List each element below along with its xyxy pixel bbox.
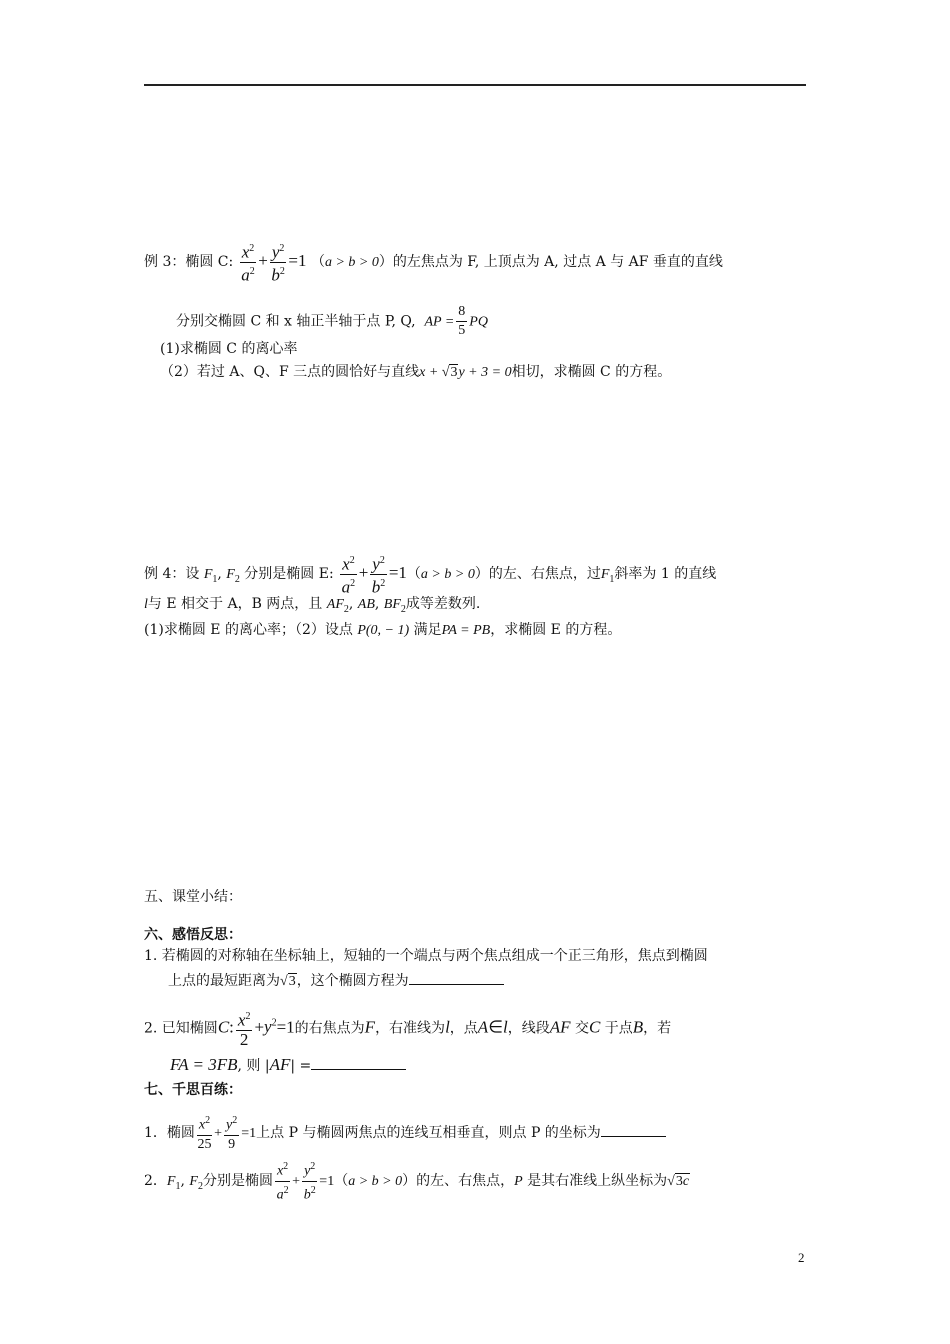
ex4-l: l <box>144 597 148 612</box>
sec6-item2-a: 2. 已知椭圆 <box>144 1020 218 1037</box>
ex4-line2-b: 与 E 相交于 A，B 两点，且 <box>147 596 323 612</box>
sec6-item2-line2 <box>170 1055 406 1076</box>
ex4-label: 例 4：设 <box>144 566 200 583</box>
sec6-item2-h: ，若 <box>643 1020 672 1037</box>
sec6-item1-a: 1. 若椭圆的对称轴在坐标轴上，短轴的一个端点与两个焦点组成一个正三角形，焦点到椭圆 <box>144 948 708 964</box>
ex3-pq: PQ <box>469 314 488 330</box>
ex3-label: 例 3： <box>144 254 186 271</box>
ex4-pa-pb: PA = PB <box>441 623 491 638</box>
sqrt3-icon: √3 <box>441 365 458 380</box>
ex3-cond-open: （ <box>310 254 325 271</box>
ex3-q2-b: 相切，求椭圆 C 的方程。 <box>511 364 672 380</box>
ex4-text-c: 斜率为 1 的直线 <box>614 566 717 583</box>
sec6-item2-g: 于点 <box>604 1020 633 1037</box>
sec5-title: 五、课堂小结： <box>144 889 242 905</box>
sec7-item2-c: （ <box>334 1173 349 1190</box>
ex3-frac-den: 5 <box>458 323 466 338</box>
answer-blank[interactable] <box>311 1055 406 1070</box>
ex3-q1: (1)求椭圆 C 的离心率 <box>160 341 298 357</box>
sec7-cond: a > b > 0 <box>348 1174 403 1190</box>
sec6-item1-b <box>168 970 504 992</box>
sec6-item2-d: ，点 <box>449 1020 478 1037</box>
ex4-q1c: ，求椭圆 E 的方程。 <box>490 622 622 638</box>
sec7-item1-a: 1．椭圆 <box>144 1124 195 1141</box>
ex3-line1: 例 3：椭圆 C: $\frac{x^2}{a^2}$ + $\frac{y^2}{b^2}$ =1 （a > b > 0）的左焦点为 F, 上顶点为 A, 过点 A 与 AF 垂直的直线 <box>144 240 723 284</box>
ex3-frac-num: 8 <box>456 303 467 322</box>
sec7-frac-y2: $\frac{y^2}{b^2}$ <box>302 1158 317 1204</box>
sec7-item1-b: 上点 P 与椭圆两焦点的连线互相垂直，则点 P 的坐标为 <box>256 1124 601 1141</box>
sec7-item1: 1．椭圆 $\frac{x^2}{25}$ + $\frac{y^2}{9}$ =1上点 P 与椭圆两焦点的连线互相垂直，则点 P 的坐标为 <box>144 1112 666 1154</box>
sec6-item1-c: ，这个椭圆方程为 <box>296 973 409 989</box>
sec6-item2: 2. 已知椭圆C: $\frac{x^2}{2}$ $+y^2=1$的右焦点为F，右准线为l，点A∈l，线段AF 交C 于点B，若 <box>144 1008 671 1049</box>
answer-blank[interactable] <box>601 1122 666 1137</box>
ex4-line2: l与 E 相交于 A，B 两点，且 $AF_2$, AB, $BF_2$成等差数列. <box>144 596 481 615</box>
ex3-cond: a > b > 0 <box>324 255 379 271</box>
sec7-title: 七、千思百练： <box>144 1082 242 1098</box>
ex4-text-b: 的左、右焦点，过 <box>488 566 601 583</box>
sec7-item2: 2．$F_1$, $F_2$分别是椭圆 $\frac{x^2}{a^2}$ + $\frac{y^2}{b^2}$ =1（a > b > 0）的左、右焦点，P 是其右准线上纵坐标为√3c <box>144 1158 690 1204</box>
ex3-line2-text: 分别交椭圆 C 和 x 轴正半轴于点 P, Q, <box>176 313 416 330</box>
ex4-frac-y: $\frac{y^2}{b^2}$ <box>370 552 387 596</box>
sec7-item2-b: 分别是椭圆 <box>202 1173 273 1190</box>
ex3-q2-line: x + <box>419 365 442 380</box>
sec6-af: AF <box>269 1055 291 1074</box>
sec6-frac-x: $\frac{x^2}{2}$ <box>236 1008 253 1049</box>
sec7-item2-a: 2． <box>144 1173 167 1190</box>
header-rule <box>144 84 806 86</box>
ex3-q2 <box>160 362 671 383</box>
ex4-q1: (1)求椭圆 E 的离心率；（2）设点 <box>144 622 353 638</box>
sqrt3c-icon: √3c <box>667 1174 690 1190</box>
sec7-frac-x2: $\frac{x^2}{a^2}$ <box>275 1158 290 1204</box>
sec7-frac-x: $\frac{x^2}{25}$ <box>197 1112 212 1154</box>
ex3-frac-85 <box>456 303 467 340</box>
ex3-frac-x: $\frac{x^2}{a^2}$ <box>240 240 257 284</box>
sec7-item2-d: ）的左、右焦点， <box>402 1173 515 1190</box>
ex3-ap: AP = <box>424 314 455 330</box>
ex4-line2-c: 成等差数列. <box>405 596 481 612</box>
sqrt3-icon: √3 <box>280 974 296 989</box>
ex4-q1b: 满足 <box>413 622 442 638</box>
ex3-cond-close: ） <box>378 254 393 271</box>
ex3-q2-a: （2）若过 A、Q、F 三点的圆恰好与直线 <box>160 364 420 380</box>
sec7-frac-y: $\frac{y^2}{9}$ <box>224 1112 239 1154</box>
sec6-item2-e: ，线段 <box>507 1020 550 1037</box>
answer-blank[interactable] <box>409 970 504 985</box>
ex4-line1: 例 4：设 $F_1$, $F_2$ 分别是椭圆 E: $\frac{x^2}{a^2}$ + $\frac{y^2}{b^2}$ =1（a > b > 0）的左、右焦点，过$F_1$斜率为 1 的直线 <box>144 552 716 596</box>
sec7-item2-f: 是其右准线上纵坐标为 <box>527 1173 668 1190</box>
sec6-item2-f: 交 <box>574 1020 589 1037</box>
page-number: 2 <box>798 1250 805 1265</box>
ex3-line2 <box>176 303 488 340</box>
ex3-q2-line2: y + 3 = 0 <box>458 365 512 380</box>
ex4-q <box>144 620 621 641</box>
sec6-item1-b-text: 上点的最短距离为 <box>168 973 280 989</box>
sec6-item2-c: ，右准线为 <box>375 1020 446 1037</box>
ex3-text1: 椭圆 C: <box>185 254 234 271</box>
sec6-item2-line2-d: | = <box>290 1058 312 1074</box>
ex3-frac-y: $\frac{y^2}{b^2}$ <box>270 240 287 284</box>
sec6-fa3fb: FA = 3FB <box>170 1055 238 1074</box>
sec7-p: P <box>514 1174 523 1190</box>
ex3-text2: 的左焦点为 F, 上顶点为 A, 过点 A 与 AF 垂直的直线 <box>392 254 723 271</box>
sec6-item2-line2-b: , 则 | <box>237 1058 270 1074</box>
sec6-item2-b: 的右焦点为 <box>294 1020 365 1037</box>
ex4-text-a: 分别是椭圆 E: <box>244 566 334 583</box>
ex4-frac-x: $\frac{x^2}{a^2}$ <box>340 552 357 596</box>
ex4-cond: a > b > 0 <box>420 567 475 583</box>
sec6-title: 六、感悟反思： <box>144 927 242 943</box>
ex4-p-point: P(0, − 1) <box>357 623 410 638</box>
